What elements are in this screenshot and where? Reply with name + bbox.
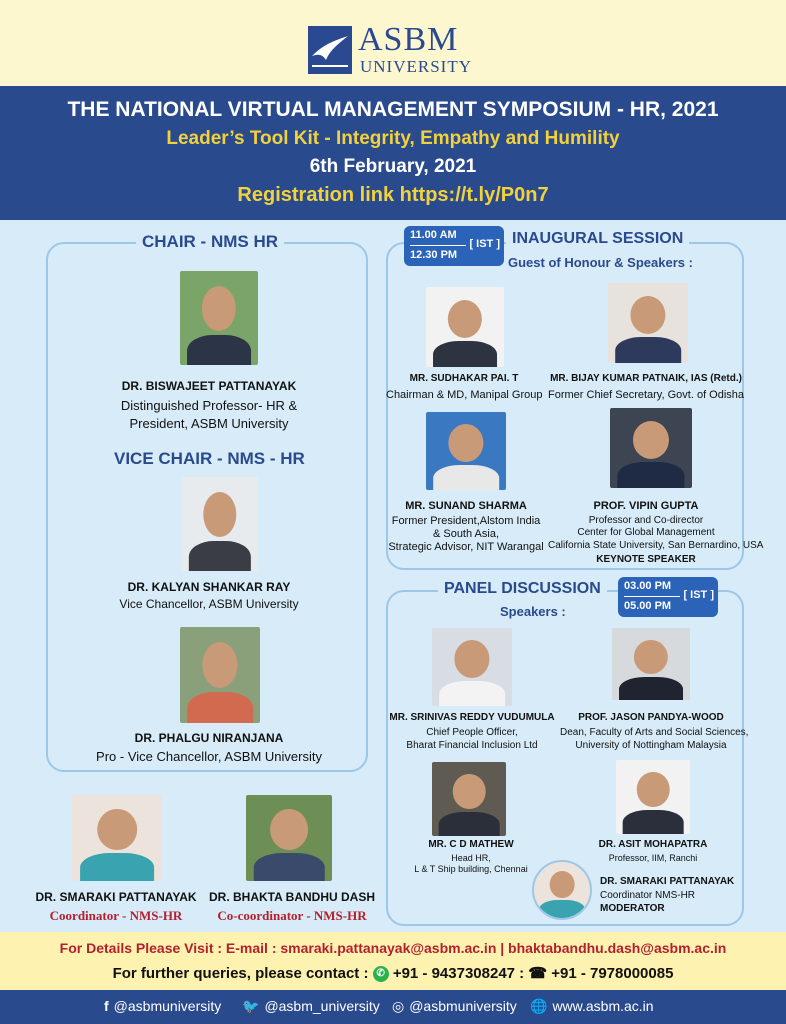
panelist-mathew-photo <box>432 762 506 836</box>
inaugural-title: INAUGURAL SESSION <box>506 230 689 248</box>
chair-name: DR. BISWAJEET PATTANAYAK <box>121 379 297 393</box>
university-logo[interactable] <box>308 21 484 80</box>
speaker-bijay-photo <box>608 283 688 363</box>
panelist-jason-photo <box>612 628 690 700</box>
speaker-vipin-line-1: Professor and Co-director <box>588 515 704 526</box>
vice-chancellor-name: DR. KALYAN SHANKAR RAY <box>127 580 291 594</box>
chair-photo <box>180 271 258 365</box>
bird-logo-icon <box>308 26 352 74</box>
queries-label: For further queries, please contact : <box>112 965 369 982</box>
facebook-icon: f <box>104 998 109 1014</box>
twitter-handle: @asbm_university <box>264 998 380 1014</box>
panelist-mathew-line-1: Head HR, <box>451 853 491 863</box>
panel-title: PANEL DISCUSSION <box>438 580 607 598</box>
event-theme: Leader’s Tool Kit - Integrity, Empathy and Humility <box>166 128 620 149</box>
phone-line <box>0 964 786 982</box>
instagram-link[interactable] <box>392 998 517 1015</box>
logo-subtitle: UNIVERSITY <box>360 57 472 76</box>
speaker-vipin-photo <box>610 408 692 488</box>
event-title: THE NATIONAL VIRTUAL MANAGEMENT SYMPOSIUM - HR, 2021 <box>67 98 719 121</box>
speaker-sudhakar-photo <box>426 287 504 367</box>
coordinator-photo <box>72 795 162 881</box>
panelist-mathew-name: MR. C D MATHEW <box>428 839 514 850</box>
inaugural-time-end: 12.30 PM <box>410 249 458 261</box>
panel-time-badge <box>618 577 718 617</box>
twitter-link[interactable] <box>242 998 380 1015</box>
speaker-bijay-name: MR. BIJAY KUMAR PATNAIK, IAS (Retd.) <box>550 373 742 384</box>
whatsapp-icon: ✆ <box>373 966 389 982</box>
co-coordinator-role: Co-coordinator - NMS-HR <box>217 908 367 923</box>
vice-chair-title: VICE CHAIR - NMS - HR <box>114 449 305 468</box>
contact-bar <box>0 932 786 990</box>
globe-icon: 🌐 <box>530 998 548 1014</box>
chair-title: CHAIR - NMS HR <box>136 232 284 252</box>
chair-desc-1: Distinguished Professor- HR & <box>120 398 298 413</box>
inaugural-subtitle: Guest of Honour & Speakers : <box>508 255 693 270</box>
co-coordinator-photo <box>246 795 332 881</box>
vice-chancellor-desc: Vice Chancellor, ASBM University <box>119 597 299 611</box>
twitter-icon: 🐦 <box>242 998 260 1014</box>
speaker-vipin-line-2: Center for Global Management <box>577 527 715 538</box>
coordinator-role: Coordinator - NMS-HR <box>49 908 183 923</box>
phone-2[interactable]: +91 - 7978000085 <box>551 965 674 982</box>
instagram-icon: ◎ <box>392 998 405 1014</box>
event-date: 6th February, 2021 <box>309 156 477 177</box>
coordinator-name: DR. SMARAKI PATTANAYAK <box>35 890 197 904</box>
speaker-bijay-line-1: Former Chief Secretary, Govt. of Odisha <box>548 389 745 401</box>
website-link[interactable] <box>530 998 654 1015</box>
pro-vice-chancellor-name: DR. PHALGU NIRANJANA <box>134 731 284 745</box>
social-bar <box>0 990 786 1024</box>
panelist-asit-line-1: Professor, IIM, Ranchi <box>608 853 698 863</box>
logo-name: ASBM <box>358 21 459 58</box>
logo-area <box>0 0 786 86</box>
speaker-sudhakar-name: MR. SUDHAKAR PAI. T <box>409 373 519 384</box>
panelist-mathew-line-2: L & T Ship building, Chennai <box>414 864 528 874</box>
panel-timezone: [ IST ] <box>683 589 714 601</box>
co-coordinator-name: DR. BHAKTA BANDHU DASH <box>209 890 375 904</box>
panel-subtitle: Speakers : <box>500 604 566 619</box>
panelist-jason-name: PROF. JASON PANDYA-WOOD <box>578 712 724 723</box>
speaker-sunand-line-3: Strategic Advisor, NIT Warangal <box>388 541 544 553</box>
event-banner <box>0 86 786 220</box>
panelist-asit-photo <box>616 760 690 834</box>
speaker-sunand-photo <box>426 412 506 490</box>
keynote-speaker-tag: KEYNOTE SPEAKER <box>596 554 696 565</box>
panel-time-start: 03.00 PM <box>624 580 672 592</box>
pro-vice-chancellor-photo <box>180 627 260 723</box>
panelist-srinivas-line-1: Chief People Officer, <box>426 727 518 738</box>
vice-chancellor-photo <box>182 477 258 571</box>
panelist-asit-name: DR. ASIT MOHAPATRA <box>598 839 708 850</box>
website-url: www.asbm.ac.in <box>552 998 654 1014</box>
facebook-handle: @asbmuniversity <box>113 998 222 1014</box>
phone-icon: ☎ <box>528 965 548 982</box>
moderator-line: Coordinator NMS-HR <box>600 890 696 901</box>
panelist-jason-line-1: Dean, Faculty of Arts and Social Sciences, <box>560 727 749 738</box>
moderator-photo <box>532 860 592 920</box>
moderator-name: DR. SMARAKI PATTANAYAK <box>600 876 735 887</box>
speaker-sudhakar-line-1: Chairman & MD, Manipal Group <box>386 389 543 401</box>
panelist-jason-line-2: University of Nottingham Malaysia <box>575 740 727 751</box>
speaker-vipin-name: PROF. VIPIN GUPTA <box>593 500 699 512</box>
panelist-srinivas-line-2: Bharat Financial Inclusion Ltd <box>406 740 538 751</box>
panelist-srinivas-photo <box>432 628 512 706</box>
phone-1[interactable]: +91 - 9437308247 : <box>392 965 525 982</box>
registration-link[interactable]: Registration link https://t.ly/P0n7 <box>237 184 549 206</box>
speaker-sunand-line-2: & South Asia, <box>432 528 500 540</box>
speaker-sunand-name: MR. SUNAND SHARMA <box>405 500 527 512</box>
details-email-line[interactable]: For Details Please Visit : E-mail : smaraki.pattanayak@asbm.ac.in | bhaktabandhu.dash@asbm.ac.in <box>59 940 727 956</box>
speaker-vipin-line-3: California State University, San Bernardino, USA <box>548 540 764 551</box>
inaugural-time-badge <box>404 226 504 266</box>
speaker-sunand-line-1: Former President,Alstom India <box>391 515 541 527</box>
panel-time-end: 05.00 PM <box>624 600 672 612</box>
instagram-handle: @asbmuniversity <box>409 998 517 1014</box>
inaugural-time-start: 11.00 AM <box>410 229 457 241</box>
pro-vice-chancellor-desc: Pro - Vice Chancellor, ASBM University <box>96 749 322 764</box>
chair-desc-2: President, ASBM University <box>129 416 289 431</box>
moderator-tag: MODERATOR <box>600 903 665 914</box>
panelist-srinivas-name: MR. SRINIVAS REDDY VUDUMULA <box>389 712 555 723</box>
facebook-link[interactable] <box>104 998 221 1014</box>
inaugural-timezone: [ IST ] <box>469 238 500 250</box>
